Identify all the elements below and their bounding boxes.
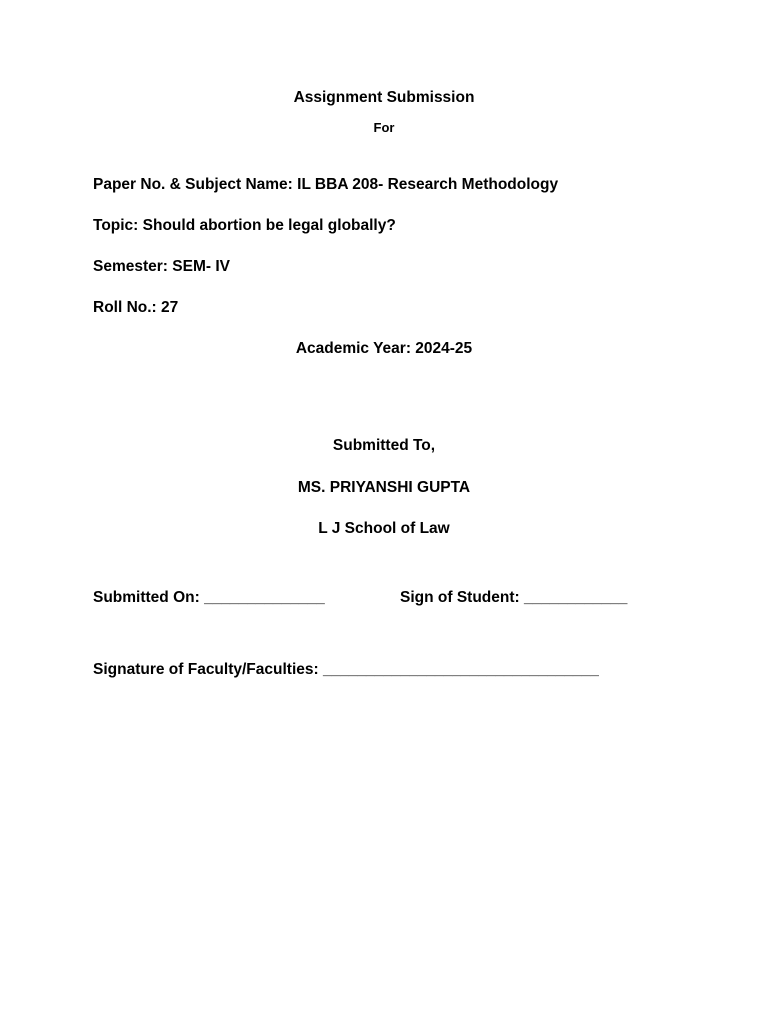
faculty-signature-field: Signature of Faculty/Faculties: ________________________________ [93,661,599,678]
document-subtitle: For [373,120,395,135]
faculty-name: MS. PRIYANSHI GUPTA [297,479,471,496]
academic-year-line: Academic Year: 2024-25 [295,340,473,357]
roll-number-line: Roll No.: 27 [93,299,179,316]
submitted-to-label: Submitted To, [332,437,436,454]
document-title: Assignment Submission [293,89,475,106]
student-sign-field: Sign of Student: ____________ [400,589,628,606]
submitted-on-field: Submitted On: ______________ [93,589,325,606]
semester-line: Semester: SEM- IV [93,258,230,275]
paper-subject-line: Paper No. & Subject Name: IL BBA 208- Research Methodology [93,176,559,193]
topic-line: Topic: Should abortion be legal globally? [93,217,396,234]
institution-name: L J School of Law [318,520,450,537]
